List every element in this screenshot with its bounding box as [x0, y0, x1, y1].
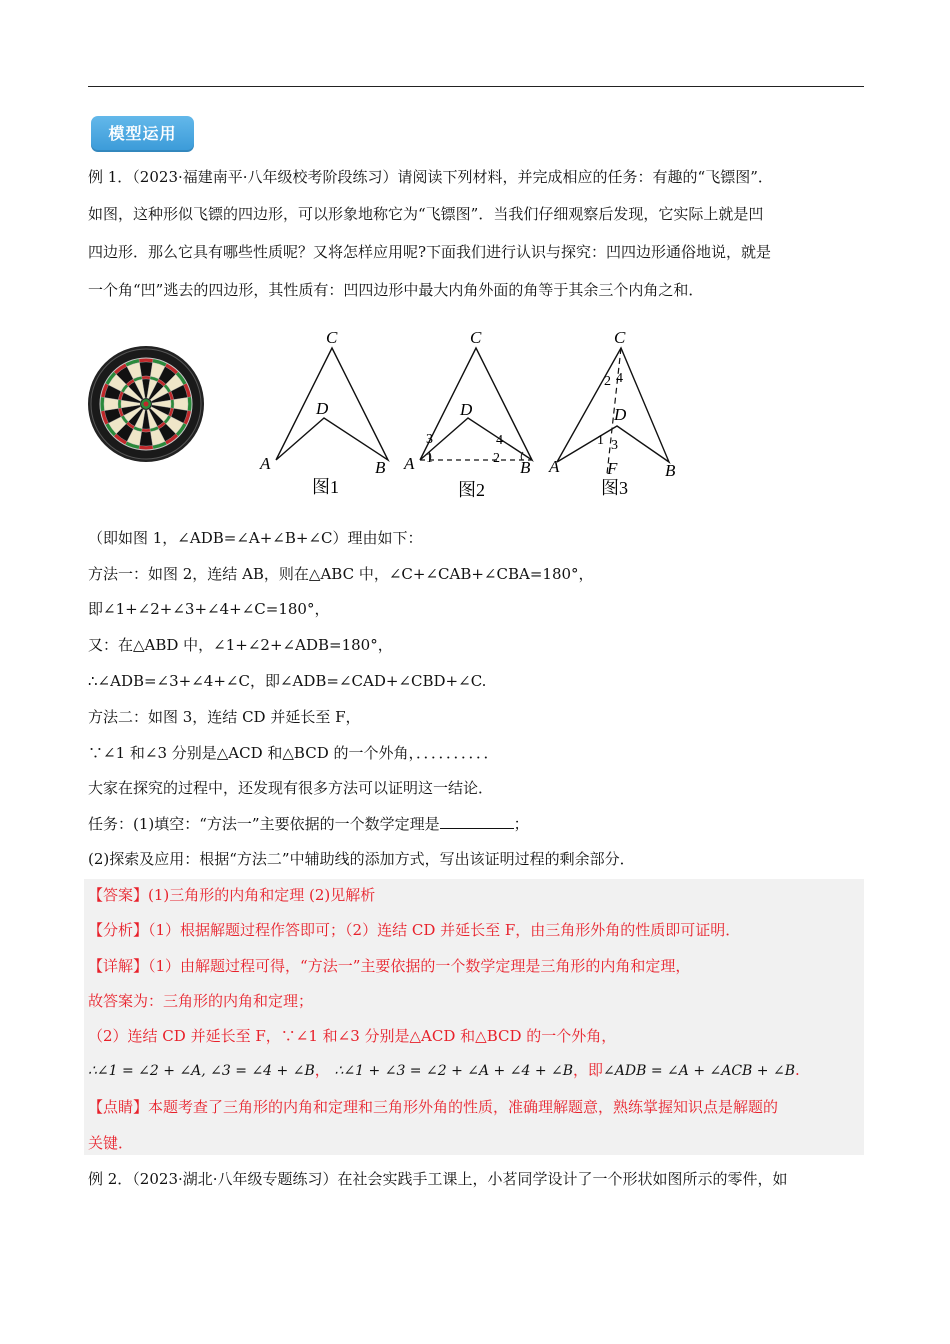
- statement-line: （即如图 1，∠ADB=∠A+∠B+∠C）理由如下：: [88, 529, 423, 547]
- comment-line2: 关键．: [88, 1134, 134, 1152]
- example1-line4: 一个角“凹”逃去的四边形，其性质有：凹四边形中最大内角外面的角等于其余三个内角之和．: [88, 281, 704, 299]
- method2-line2: ∵∠1 和∠3 分别是△ACD 和△BCD 的一个外角，．．．．．．．．．．: [88, 744, 499, 762]
- detail-line1: 【详解】（1）由解题过程可得，“方法一”主要依据的一个数学定理是三角形的内角和定理，: [88, 957, 691, 975]
- fig2-label-d: D: [460, 400, 473, 419]
- figure-3: [545, 322, 685, 502]
- conclusion-line: 大家在探究的过程中，还发现有很多方法可以证明这一结论．: [88, 779, 494, 797]
- example1-line3: 四边形．那么它具有哪些性质呢？又将怎样应用呢?下面我们进行认识与探究：凹四边形通俗地说，就是: [88, 243, 772, 261]
- task-1-line: [88, 813, 529, 835]
- method1-line1: 方法一：如图 2，连结 AB，则在△ABC 中，∠C+∠CAB+∠CBA=180°，: [88, 565, 594, 583]
- method1-line3: 又：在△ABD 中，∠1+∠2+∠ADB=180°，: [88, 636, 393, 654]
- detail-line4: [88, 1059, 800, 1082]
- formula-3: ∠ADB = ∠A + ∠ACB + ∠B: [603, 1063, 795, 1079]
- fig1-label-c: C: [326, 328, 338, 347]
- fig2-label-b: B: [520, 458, 531, 477]
- formula-sep-1: ，: [314, 1061, 330, 1079]
- figure-1: [254, 322, 404, 502]
- fig3-label-f: F: [607, 459, 618, 478]
- fig3-label-c: C: [614, 328, 626, 347]
- fig1-label-a: A: [260, 454, 271, 473]
- dartboard-segment: [142, 429, 151, 432]
- example2-line1: 例 2．（2023·湖北·八年级专题练习）在社会实践手工课上，小茗同学设计了一个形状如图所示的零件，如: [88, 1170, 788, 1188]
- fig3-num-2: 2: [604, 374, 611, 389]
- fig3-label-b: B: [665, 461, 676, 480]
- detail-line2: 故答案为：三角形的内角和定理；: [88, 992, 314, 1010]
- task-2-line: (2)探索及应用：根据“方法二”中辅助线的添加方式，写出该证明过程的剩余部分．: [88, 850, 635, 868]
- fig3-label-d: D: [614, 405, 627, 424]
- method1-line2: 即∠1+∠2+∠3+∠4+∠C=180°，: [88, 600, 330, 618]
- fig2-caption: 图2: [458, 480, 485, 500]
- fig2-label-c: C: [470, 328, 482, 347]
- dartboard-segment: [118, 400, 121, 409]
- fig2-num-2: 2: [493, 451, 500, 466]
- fig2-num-4: 4: [496, 433, 503, 448]
- fig1-label-b: B: [375, 458, 386, 477]
- header-rule: [88, 86, 864, 87]
- dartboard-segment: [171, 400, 174, 409]
- method1-line4: ∴∠ADB=∠3+∠4+∠C，即∠ADB=∠CAD+∠CBD+∠C.: [88, 672, 487, 690]
- dartboard-segment: [142, 376, 151, 379]
- fig2-num-3: 3: [426, 432, 433, 447]
- task-1-end: ；: [513, 815, 529, 833]
- fig3-caption: 图3: [601, 478, 628, 498]
- fig1-label-d: D: [316, 399, 329, 418]
- comment-line1: 【点睛】本题考查了三角形的内角和定理和三角形外角的性质，准确理解题意，熟练掌握知识点是解题的: [88, 1098, 779, 1116]
- answer-line: 【答案】(1)三角形的内角和定理 (2)见解析: [88, 886, 376, 904]
- fig3-label-a: A: [549, 457, 560, 476]
- formula-2: ∴∠1 + ∠3 = ∠2 + ∠A + ∠4 + ∠B: [334, 1063, 574, 1079]
- fig3-num-3: 3: [611, 438, 618, 453]
- answer-blank: [440, 814, 514, 829]
- fig1-caption: 图1: [312, 477, 339, 497]
- method2-line1: 方法二：如图 3，连结 CD 并延长至 F，: [88, 708, 361, 726]
- figure-2: [398, 322, 548, 502]
- fig2-num-1: 1: [426, 451, 433, 466]
- formula-1: ∴∠1 = ∠2 + ∠A, ∠3 = ∠4 + ∠B: [88, 1063, 315, 1079]
- section-badge: 模型运用: [91, 116, 194, 152]
- dartboard-image: [86, 345, 206, 463]
- example1-line2: 如图，这种形似飞镖的四边形，可以形象地称它为“飞镖图”．当我们仔细观察后发现，它实际上就是凹: [88, 205, 764, 223]
- task-1-text: 任务：(1)填空：“方法一”主要依据的一个数学定理是: [88, 815, 440, 833]
- example1-line1: 例 1．（2023·福建南平·八年级校考阶段练习）请阅读下列材料，并完成相应的任务：有趣的“飞镖图”．: [88, 168, 773, 186]
- detail-line3: （2）连结 CD 并延长至 F，∵∠1 和∠3 分别是△ACD 和△BCD 的一个外角，: [88, 1027, 617, 1045]
- fig3-num-4: 4: [616, 371, 623, 386]
- fig3-num-1: 1: [597, 433, 604, 448]
- formula-end: .: [795, 1061, 800, 1079]
- analysis-line: 【分析】（1）根据解题过程作答即可；（2）连结 CD 并延长至 F，由三角形外角的性质即可证明．: [88, 921, 741, 939]
- formula-sep-2: ，即: [573, 1061, 604, 1079]
- fig2-label-a: A: [404, 454, 415, 473]
